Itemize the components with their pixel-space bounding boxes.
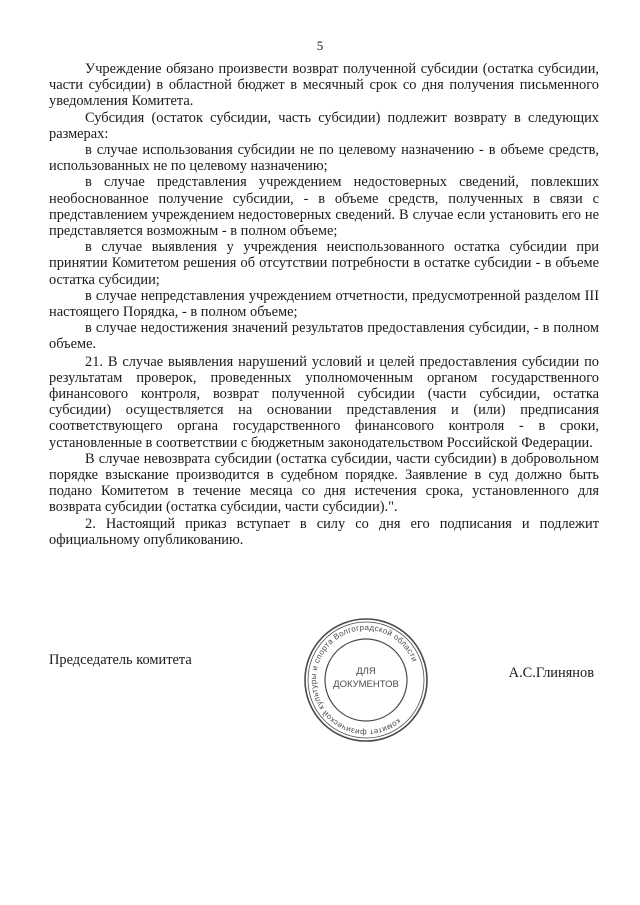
paragraph-refund-amounts-intro: Субсидия (остаток субсидии, часть субсидии) подлежит возврату в следующих размерах: (49, 109, 599, 142)
paragraph-case-unused-balance: в случае выявления у учреждения неиспользованного остатка субсидии при принятии Комитетом решения об отсутствии потребности в остатке субсидии - в объеме остатка субсидии; (49, 239, 599, 288)
paragraph-case-misuse: в случае использования субсидии не по целевому назначению - в объеме средств, использованных не по целевому назначению; (49, 142, 599, 175)
signatory-name: А.С.Глинянов (508, 665, 594, 681)
stamp-line-2: ДОКУМЕНТОВ (333, 679, 399, 690)
document-body (49, 61, 599, 548)
paragraph-court-recovery: В случае невозврата субсидии (остатка субсидии, части субсидии) в добровольном порядке взыскание производится в судебном порядке. Заявление в суд должно быть подано Комитетом в течение месяца со дня истечения срока, установленного для возврата субсидии (остатка субсидии, части субсидии).". (49, 450, 599, 516)
paragraph-case-results-not-met: в случае недостижения значений результатов предоставления субсидии, - в полном объеме. (49, 320, 599, 353)
signatory-title: Председатель комитета (49, 652, 192, 668)
paragraph-case-no-report: в случае непредставления учреждением отчетности, предусмотренной разделом III настоящего Порядка, - в полном объеме; (49, 287, 599, 321)
official-stamp (302, 616, 430, 744)
stamp-graphic (302, 616, 430, 744)
paragraph-case-false-info: в случае представления учреждением недостоверных сведений, повлекших необоснованное получение субсидии, - в объеме средств, полученных в связи с представлением учреждением недостоверных сведений. В случае если установить его не представляется возможным - в полном объеме; (49, 174, 599, 240)
paragraph-order-effective: 2. Настоящий приказ вступает в силу со дня его подписания и подлежит официальному опубликованию. (49, 515, 599, 548)
stamp-line-1: ДЛЯ (356, 666, 376, 677)
paragraph-refund-obligation: Учреждение обязано произвести возврат полученной субсидии (остатка субсидии, части субсидии) в областной бюджет в месячный срок со дня получения письменного уведомления Комитета. (49, 61, 599, 110)
page-number: 5 (316, 38, 324, 53)
paragraph-clause-21: 21. В случае выявления нарушений условий и целей предоставления субсидии по результатам проверок, проведенных уполномоченным органом государственного финансового контроля, возврат полученной субсидии (части субсидии, остатка субсидии) осуществляется на основании представления и (или) предписания соответствующего органа государственного финансового контроля - в сроки, установленные в соответствии с бюджетным законодательством Российской Федерации. (49, 353, 599, 451)
stamp-ring-text: комитет физической культуры и спорта Волгоградской области (308, 622, 420, 738)
